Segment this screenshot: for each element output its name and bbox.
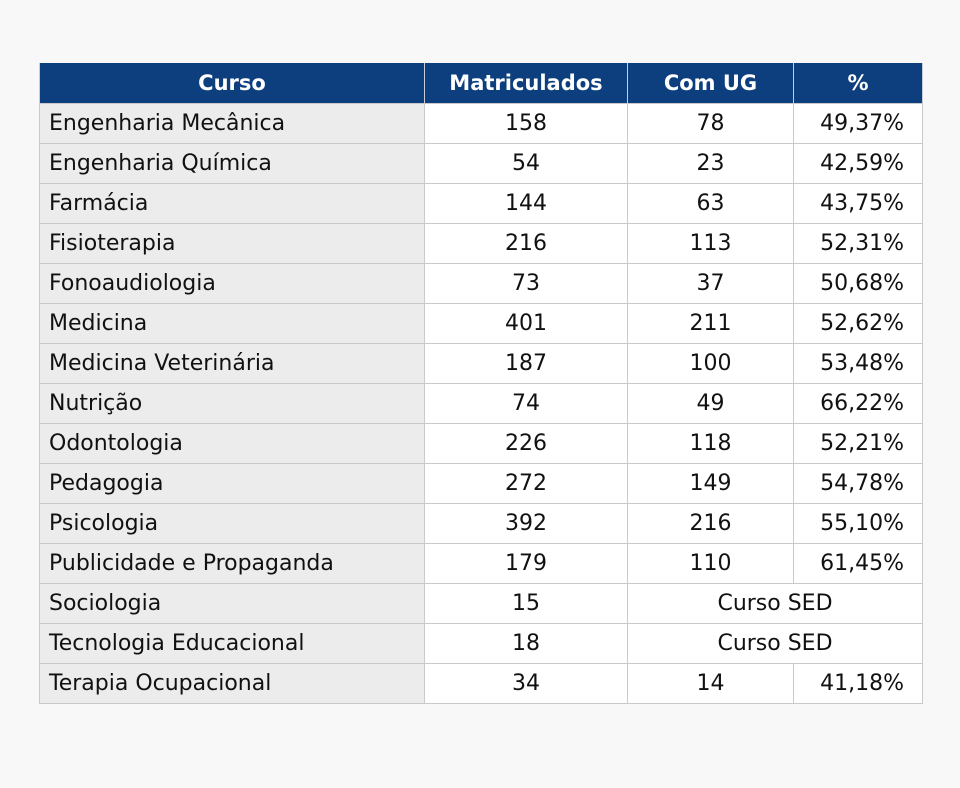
cell-com-ug: 23	[628, 144, 794, 184]
cell-curso: Nutrição	[40, 384, 425, 424]
cell-com-ug: 118	[628, 424, 794, 464]
cell-matriculados: 179	[425, 544, 628, 584]
cell-curso: Engenharia Mecânica	[40, 104, 425, 144]
table-row	[40, 384, 923, 424]
cell-percent: 54,78%	[794, 464, 923, 504]
cell-matriculados: 73	[425, 264, 628, 304]
table-row	[40, 184, 923, 224]
cell-merged-note: Curso SED	[628, 584, 923, 624]
table-row	[40, 504, 923, 544]
cell-percent: 43,75%	[794, 184, 923, 224]
cell-com-ug: 216	[628, 504, 794, 544]
table-row	[40, 144, 923, 184]
cell-com-ug: 110	[628, 544, 794, 584]
header-percent: %	[794, 63, 923, 104]
cell-matriculados: 144	[425, 184, 628, 224]
cell-matriculados: 272	[425, 464, 628, 504]
cell-percent: 61,45%	[794, 544, 923, 584]
cell-curso: Medicina Veterinária	[40, 344, 425, 384]
courses-table	[39, 63, 923, 704]
cell-curso: Terapia Ocupacional	[40, 664, 425, 704]
cell-com-ug: 113	[628, 224, 794, 264]
cell-matriculados: 34	[425, 664, 628, 704]
cell-matriculados: 18	[425, 624, 628, 664]
cell-com-ug: 211	[628, 304, 794, 344]
table-row	[40, 104, 923, 144]
table-body	[40, 104, 923, 704]
cell-com-ug: 49	[628, 384, 794, 424]
cell-matriculados: 158	[425, 104, 628, 144]
table-row	[40, 264, 923, 304]
cell-com-ug: 37	[628, 264, 794, 304]
cell-curso: Farmácia	[40, 184, 425, 224]
table-row	[40, 304, 923, 344]
cell-percent: 50,68%	[794, 264, 923, 304]
cell-curso: Pedagogia	[40, 464, 425, 504]
cell-curso: Engenharia Química	[40, 144, 425, 184]
cell-percent: 55,10%	[794, 504, 923, 544]
cell-curso: Tecnologia Educacional	[40, 624, 425, 664]
table-row	[40, 464, 923, 504]
cell-percent: 52,21%	[794, 424, 923, 464]
table-row	[40, 664, 923, 704]
cell-percent: 49,37%	[794, 104, 923, 144]
cell-curso: Publicidade e Propaganda	[40, 544, 425, 584]
cell-matriculados: 15	[425, 584, 628, 624]
cell-curso: Psicologia	[40, 504, 425, 544]
header-curso: Curso	[40, 63, 425, 104]
table-row	[40, 624, 923, 664]
table-row	[40, 424, 923, 464]
cell-percent: 53,48%	[794, 344, 923, 384]
cell-percent: 42,59%	[794, 144, 923, 184]
cell-matriculados: 401	[425, 304, 628, 344]
cell-curso: Fisioterapia	[40, 224, 425, 264]
header-matriculados: Matriculados	[425, 63, 628, 104]
table-row	[40, 544, 923, 584]
cell-percent: 41,18%	[794, 664, 923, 704]
cell-curso: Fonoaudiologia	[40, 264, 425, 304]
cell-matriculados: 54	[425, 144, 628, 184]
cell-matriculados: 216	[425, 224, 628, 264]
cell-matriculados: 187	[425, 344, 628, 384]
cell-curso: Sociologia	[40, 584, 425, 624]
table-row	[40, 224, 923, 264]
table-row	[40, 344, 923, 384]
cell-curso: Odontologia	[40, 424, 425, 464]
cell-matriculados: 74	[425, 384, 628, 424]
table-row	[40, 584, 923, 624]
cell-com-ug: 100	[628, 344, 794, 384]
cell-percent: 66,22%	[794, 384, 923, 424]
cell-percent: 52,31%	[794, 224, 923, 264]
header-row	[40, 63, 923, 104]
cell-matriculados: 392	[425, 504, 628, 544]
cell-com-ug: 78	[628, 104, 794, 144]
cell-matriculados: 226	[425, 424, 628, 464]
cell-merged-note: Curso SED	[628, 624, 923, 664]
cell-curso: Medicina	[40, 304, 425, 344]
cell-com-ug: 149	[628, 464, 794, 504]
cell-percent: 52,62%	[794, 304, 923, 344]
cell-com-ug: 63	[628, 184, 794, 224]
header-com-ug: Com UG	[628, 63, 794, 104]
cell-com-ug: 14	[628, 664, 794, 704]
